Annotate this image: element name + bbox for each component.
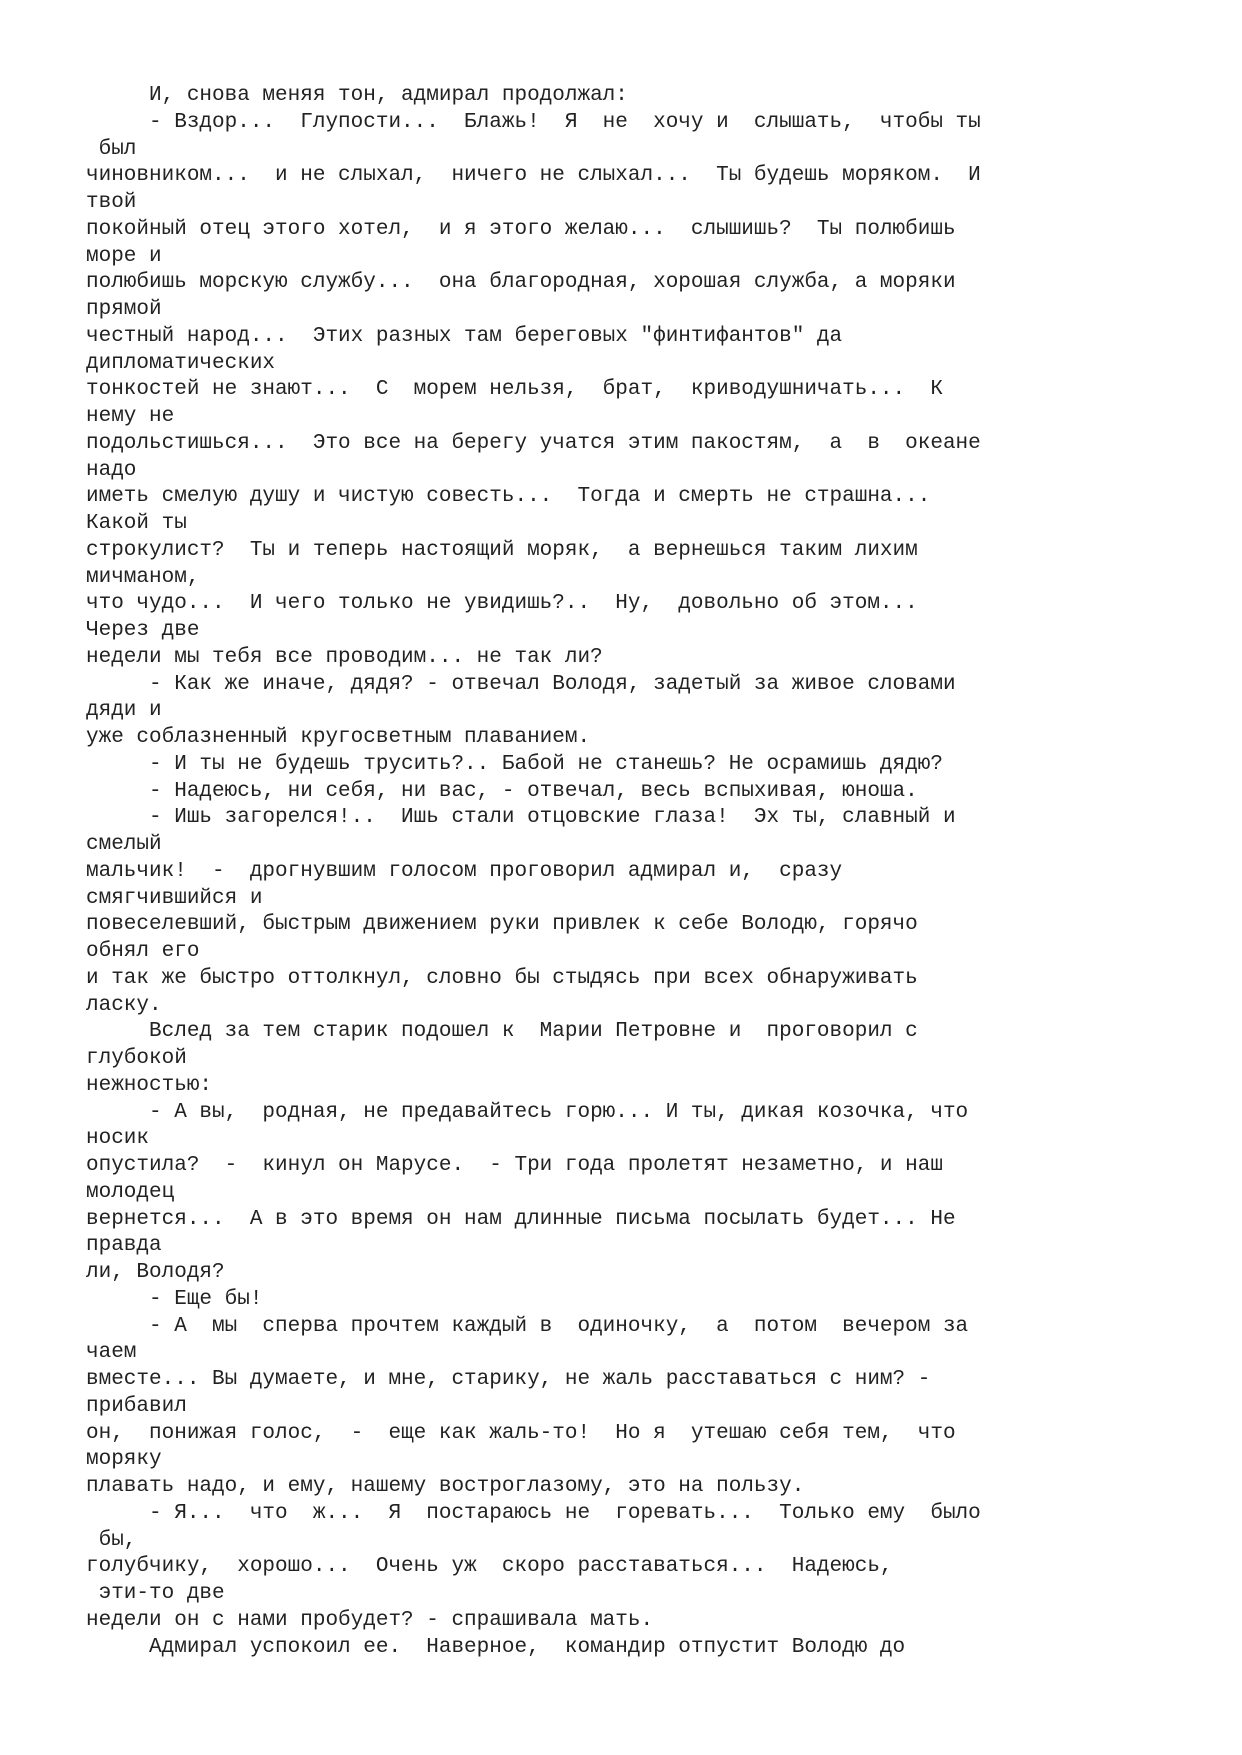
text-line: - А вы, родная, не предавайтесь горю... И ты, дикая козочка, что bbox=[86, 1100, 969, 1124]
text-line: покойный отец этого хотел, и я этого желаю... слышишь? Ты полюбишь bbox=[86, 217, 956, 241]
text-line: бы, bbox=[86, 1528, 137, 1552]
text-line: иметь смелую душу и чистую совесть... Тогда и смерть не страшна... bbox=[86, 485, 931, 509]
text-line: прямой bbox=[86, 298, 162, 321]
text-line: тонкостей не знают... С морем нельзя, брат, криводушничать... К bbox=[86, 378, 943, 402]
text-line: носик bbox=[86, 1127, 150, 1151]
text-line: был bbox=[86, 137, 137, 161]
text-line: нежностью: bbox=[86, 1073, 213, 1097]
text-line: недели мы тебя все проводим... не так ли? bbox=[86, 645, 603, 669]
text-line: эти-то две bbox=[86, 1582, 225, 1605]
text-line: чаем bbox=[86, 1341, 137, 1365]
text-line: вместе... Вы думаете, и мне, старику, не жаль расставаться с ним? - bbox=[86, 1368, 931, 1391]
text-line: И, снова меняя тон, адмирал продолжал: bbox=[86, 84, 628, 107]
text-line: полюбишь морскую службу... она благородная, хорошая служба, а моряки bbox=[86, 271, 956, 295]
text-line: и так же быстро оттолкнул, словно бы стыдясь при всех обнаруживать bbox=[86, 966, 918, 990]
text-line: вернется... А в это время он нам длинные письма посылать будет... Не bbox=[86, 1207, 956, 1231]
text-line: - Надеюсь, ни себя, ни вас, - отвечал, весь вспыхивая, юноша. bbox=[86, 779, 918, 803]
text-line: - Я... что ж... Я постараюсь не горевать... Только ему было bbox=[86, 1501, 981, 1525]
text-line: Вслед за тем старик подошел к Марии Петровне и проговорил с bbox=[86, 1020, 918, 1044]
text-line: чиновником... и не слыхал, ничего не слыхал... Ты будешь моряком. И bbox=[86, 164, 981, 188]
text-line: море и bbox=[86, 244, 162, 268]
text-line: надо bbox=[86, 458, 137, 482]
text-line: - Еще бы! bbox=[86, 1287, 263, 1311]
text-line: молодец bbox=[86, 1180, 175, 1204]
text-line: моряку bbox=[86, 1448, 162, 1472]
text-line: глубокой bbox=[86, 1047, 187, 1070]
text-line: он, понижая голос, - еще как жаль-то! Но я утешаю себя тем, что bbox=[86, 1421, 956, 1445]
text-line: недели он с нами пробудет? - спрашивала мать. bbox=[86, 1608, 654, 1632]
text-line: прибавил bbox=[86, 1394, 187, 1418]
text-line: обнял его bbox=[86, 940, 200, 963]
text-line: - Вздор... Глупости... Блажь! Я не хочу и слышать, чтобы ты bbox=[86, 110, 981, 134]
text-line: твой bbox=[86, 191, 137, 214]
text-line: нему не bbox=[86, 405, 175, 428]
text-line: - А мы сперва прочтем каждый в одиночку, а потом вечером за bbox=[86, 1314, 969, 1338]
text-line: смелый bbox=[86, 833, 162, 856]
text-line: дипломатических bbox=[86, 351, 276, 375]
text-line: правда bbox=[86, 1234, 162, 1258]
text-line: - Ишь загорелся!.. Ишь стали отцовские глаза! Эх ты, славный и bbox=[86, 806, 956, 830]
text-line: строкулист? Ты и теперь настоящий моряк, а вернешься таким лихим bbox=[86, 538, 918, 562]
text-line: Через две bbox=[86, 619, 200, 642]
text-line: - Как же иначе, дядя? - отвечал Володя, задетый за живое словами bbox=[86, 672, 956, 696]
text-line: мичманом, bbox=[86, 565, 200, 589]
text-line: Адмирал успокоил ее. Наверное, командир отпустит Володю до bbox=[86, 1635, 906, 1659]
text-line: опустила? - кинул он Марусе. - Три года пролетят незаметно, и наш bbox=[86, 1154, 943, 1177]
text-line: плавать надо, и ему, нашему востроглазому, это на пользу. bbox=[86, 1475, 805, 1498]
text-line: - И ты не будешь трусить?.. Бабой не станешь? Не осрамишь дядю? bbox=[86, 752, 943, 776]
text-line: честный народ... Этих разных там береговых "финтифантов" да bbox=[86, 324, 843, 348]
text-line: уже соблазненный кругосветным плаванием. bbox=[86, 726, 591, 749]
document-text bbox=[86, 83, 1206, 1661]
text-line: ласку. bbox=[86, 993, 162, 1017]
text-line: повеселевший, быстрым движением руки привлек к себе Володю, горячо bbox=[86, 913, 918, 937]
text-line: Какой ты bbox=[86, 512, 187, 535]
text-line: дяди и bbox=[86, 699, 162, 723]
text-line: что чудо... И чего только не увидишь?.. Ну, довольно об этом... bbox=[86, 592, 918, 616]
text-line: голубчику, хорошо... Очень уж скоро расставаться... Надеюсь, bbox=[86, 1555, 893, 1579]
text-line: смягчившийся и bbox=[86, 886, 263, 910]
text-line: мальчик! - дрогнувшим голосом проговорил адмирал и, сразу bbox=[86, 859, 843, 883]
text-line: подольстишься... Это все на берегу учатся этим пакостям, а в океане bbox=[86, 431, 981, 455]
text-line: ли, Володя? bbox=[86, 1261, 225, 1284]
